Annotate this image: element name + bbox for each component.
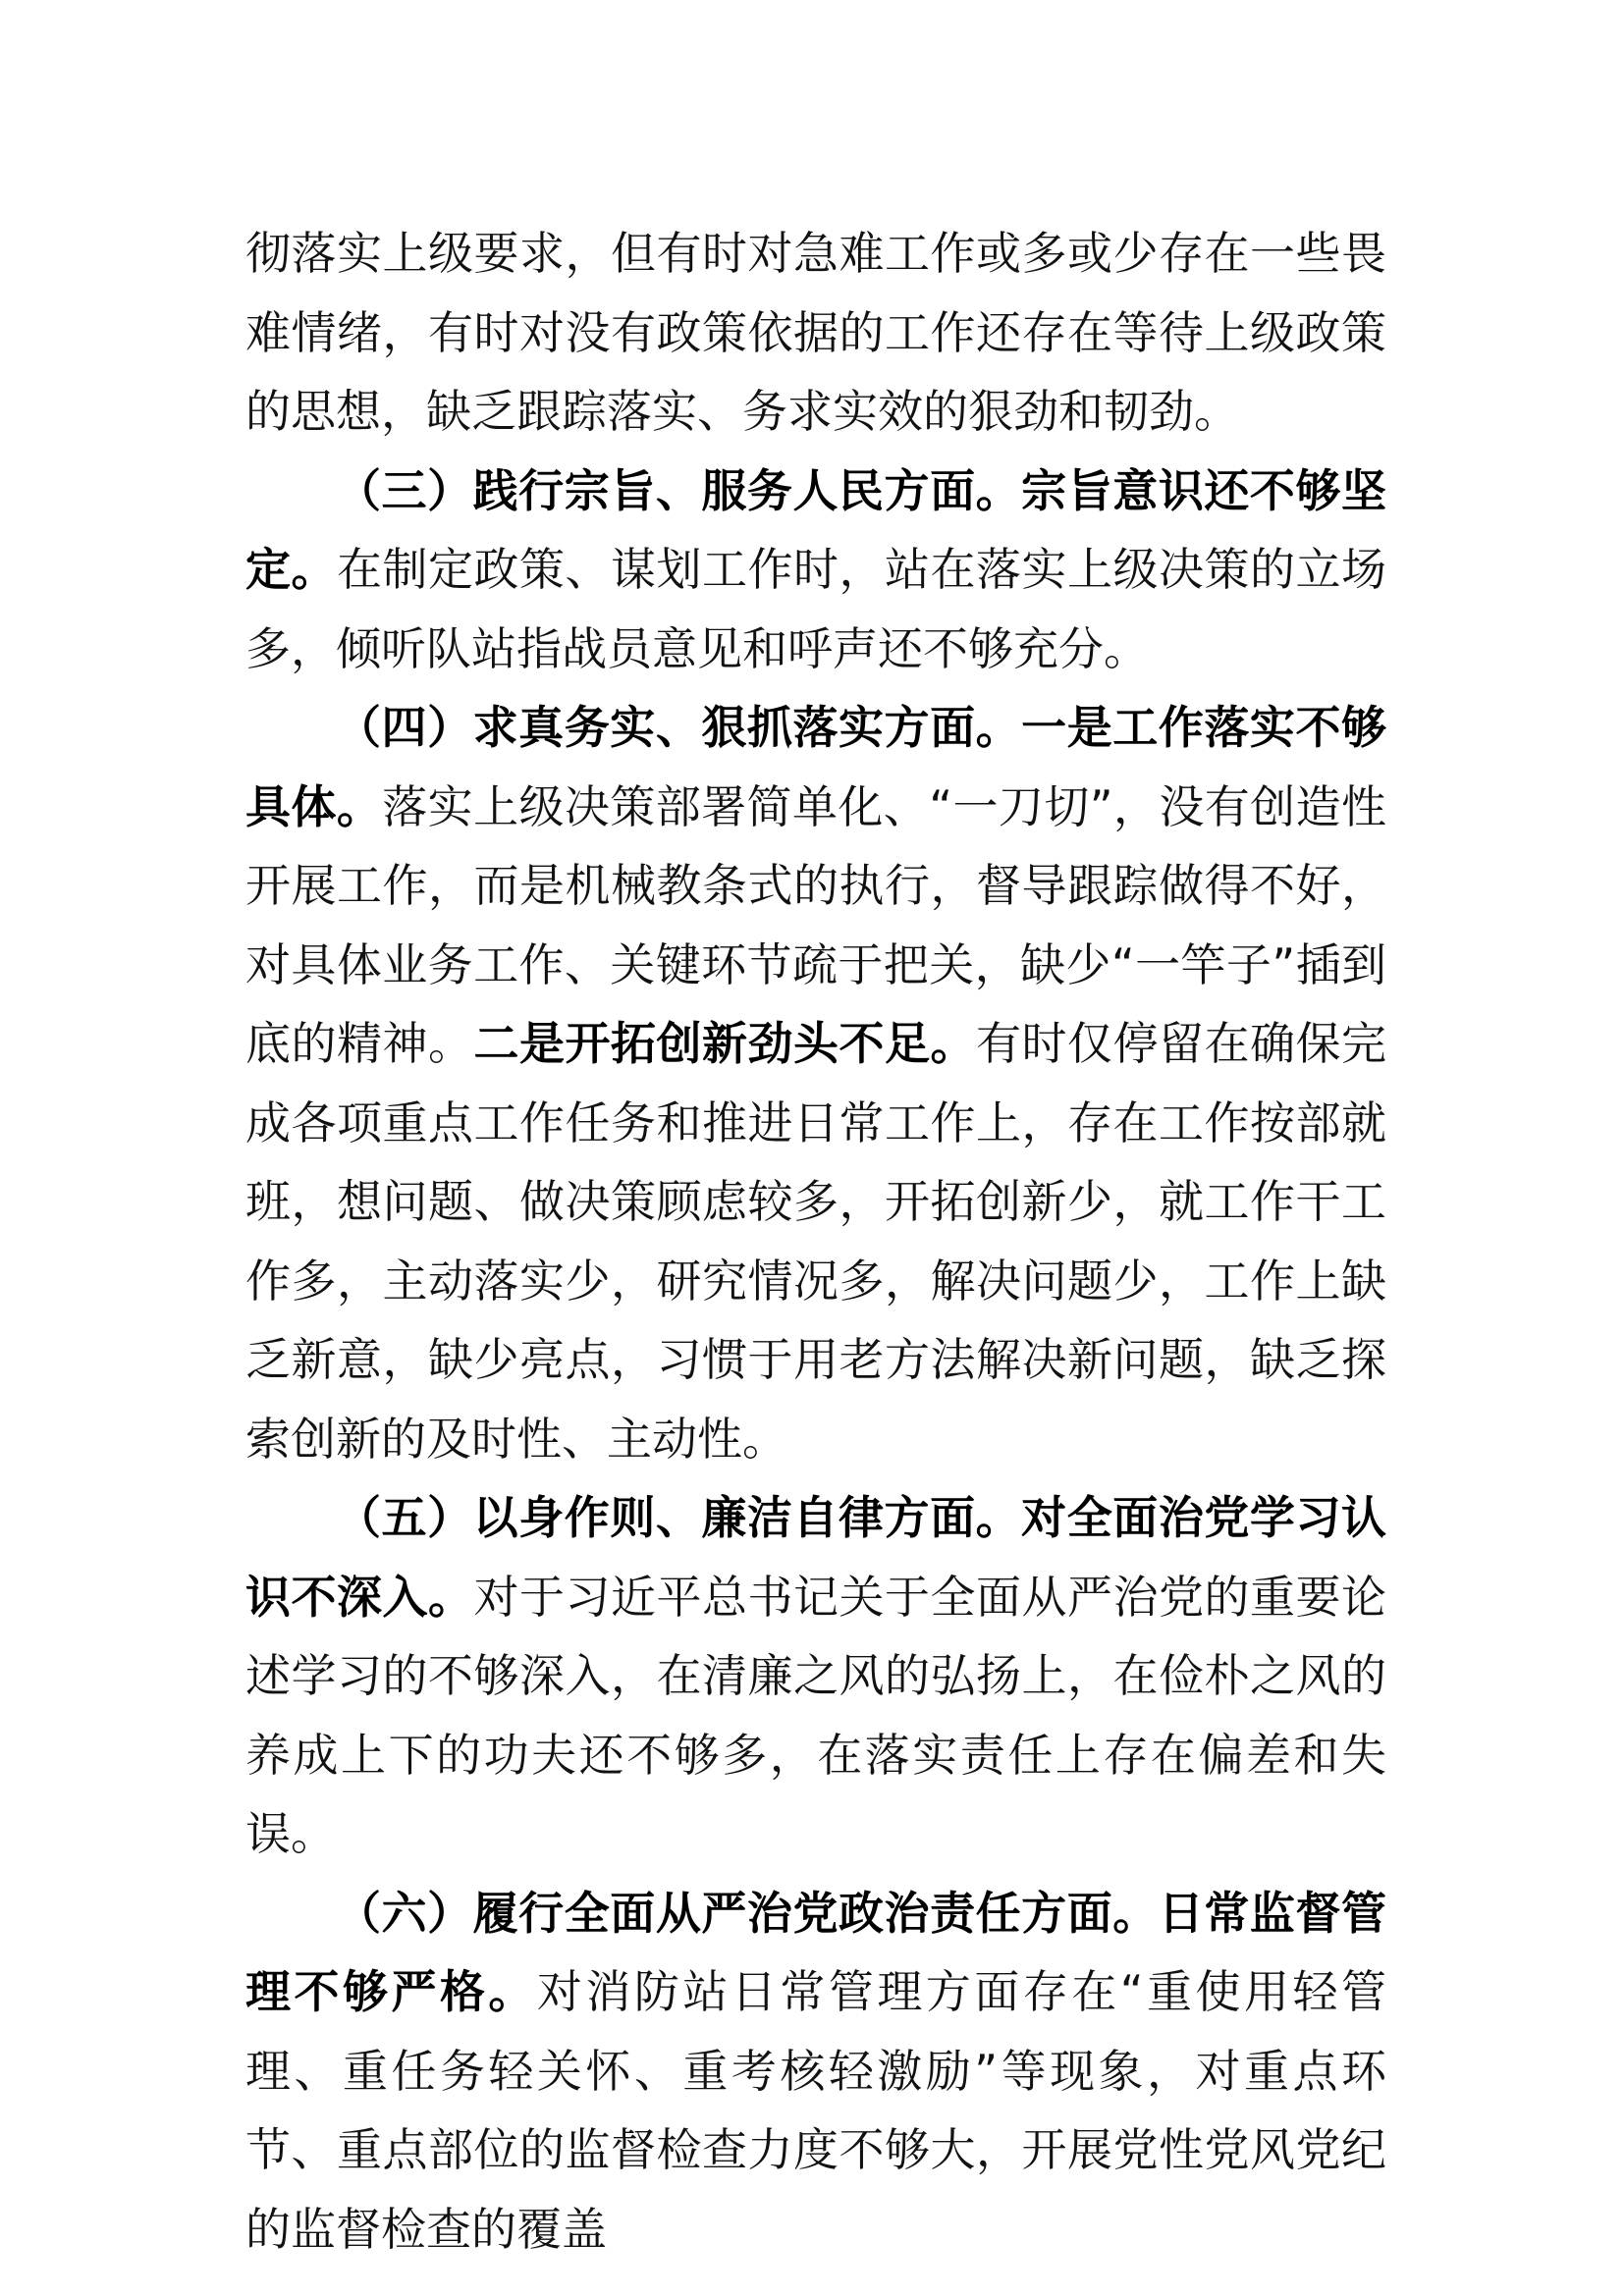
paragraph-continuation	[245, 214, 1386, 452]
paragraph-section-5	[245, 1478, 1386, 1874]
section-heading: （三）践行宗旨、服务人民方面。宗旨意识还不够坚定。	[245, 463, 1386, 596]
paragraph-section-6	[245, 1874, 1386, 2269]
section-heading: （五）以身作则、廉洁自律方面。对全面治党学习认识不深入。	[245, 1491, 1386, 1624]
body-text: 有时仅停留在确保完成各项重点工作任务和推进日常工作上，存在工作按部就班，想问题、做决策顾虑较多，开拓创新少，就工作干工作多，主动落实少，研究情况多，解决问题少，工作上缺乏新意，缺少亮点，习惯于用老方法解决新问题，缺乏探索创新的及时性、主动性。	[245, 1017, 1386, 1466]
section-heading: （六）履行全面从严治党政治责任方面。日常监督管理不够严格。	[245, 1886, 1386, 2018]
section-heading: （四）求真务实、狠抓落实方面。一是工作落实不够具体。	[245, 701, 1386, 833]
subpoint-heading: 二是开拓创新劲头不足。	[473, 1017, 976, 1070]
paragraph-section-3	[245, 452, 1386, 689]
body-text: 对消防站日常管理方面存在“重使用轻管理、重任务轻关怀、重考核轻激励”等现象，对重点环节、重点部位的监督检查力度不够大，开展党性党风党纪的监督检查的覆盖	[245, 1965, 1386, 2256]
body-text: 对于习近平总书记关于全面从严治党的重要论述学习的不够深入，在清廉之风的弘扬上，在俭朴之风的养成上下的功夫还不够多，在落实责任上存在偏差和失误。	[245, 1570, 1386, 1860]
paragraph-section-4	[245, 688, 1386, 1478]
document-body	[245, 214, 1386, 2269]
body-text: 落实上级决策部署简单化、“一刀切”，没有创造性开展工作，而是机械教条式的执行，督导跟踪做得不好，对具体业务工作、关键环节疏于把关，缺少“一竿子”插到底的精神。	[245, 779, 1387, 1070]
body-text: 彻落实上级要求，但有时对急难工作或多或少存在一些畏难情绪，有时对没有政策依据的工作还存在等待上级政策的思想，缺乏跟踪落实、务求实效的狠劲和韧劲。	[245, 227, 1386, 438]
body-text: 在制定政策、谋划工作时，站在落实上级决策的立场多，倾听队站指战员意见和呼声还不够充分。	[245, 543, 1386, 675]
